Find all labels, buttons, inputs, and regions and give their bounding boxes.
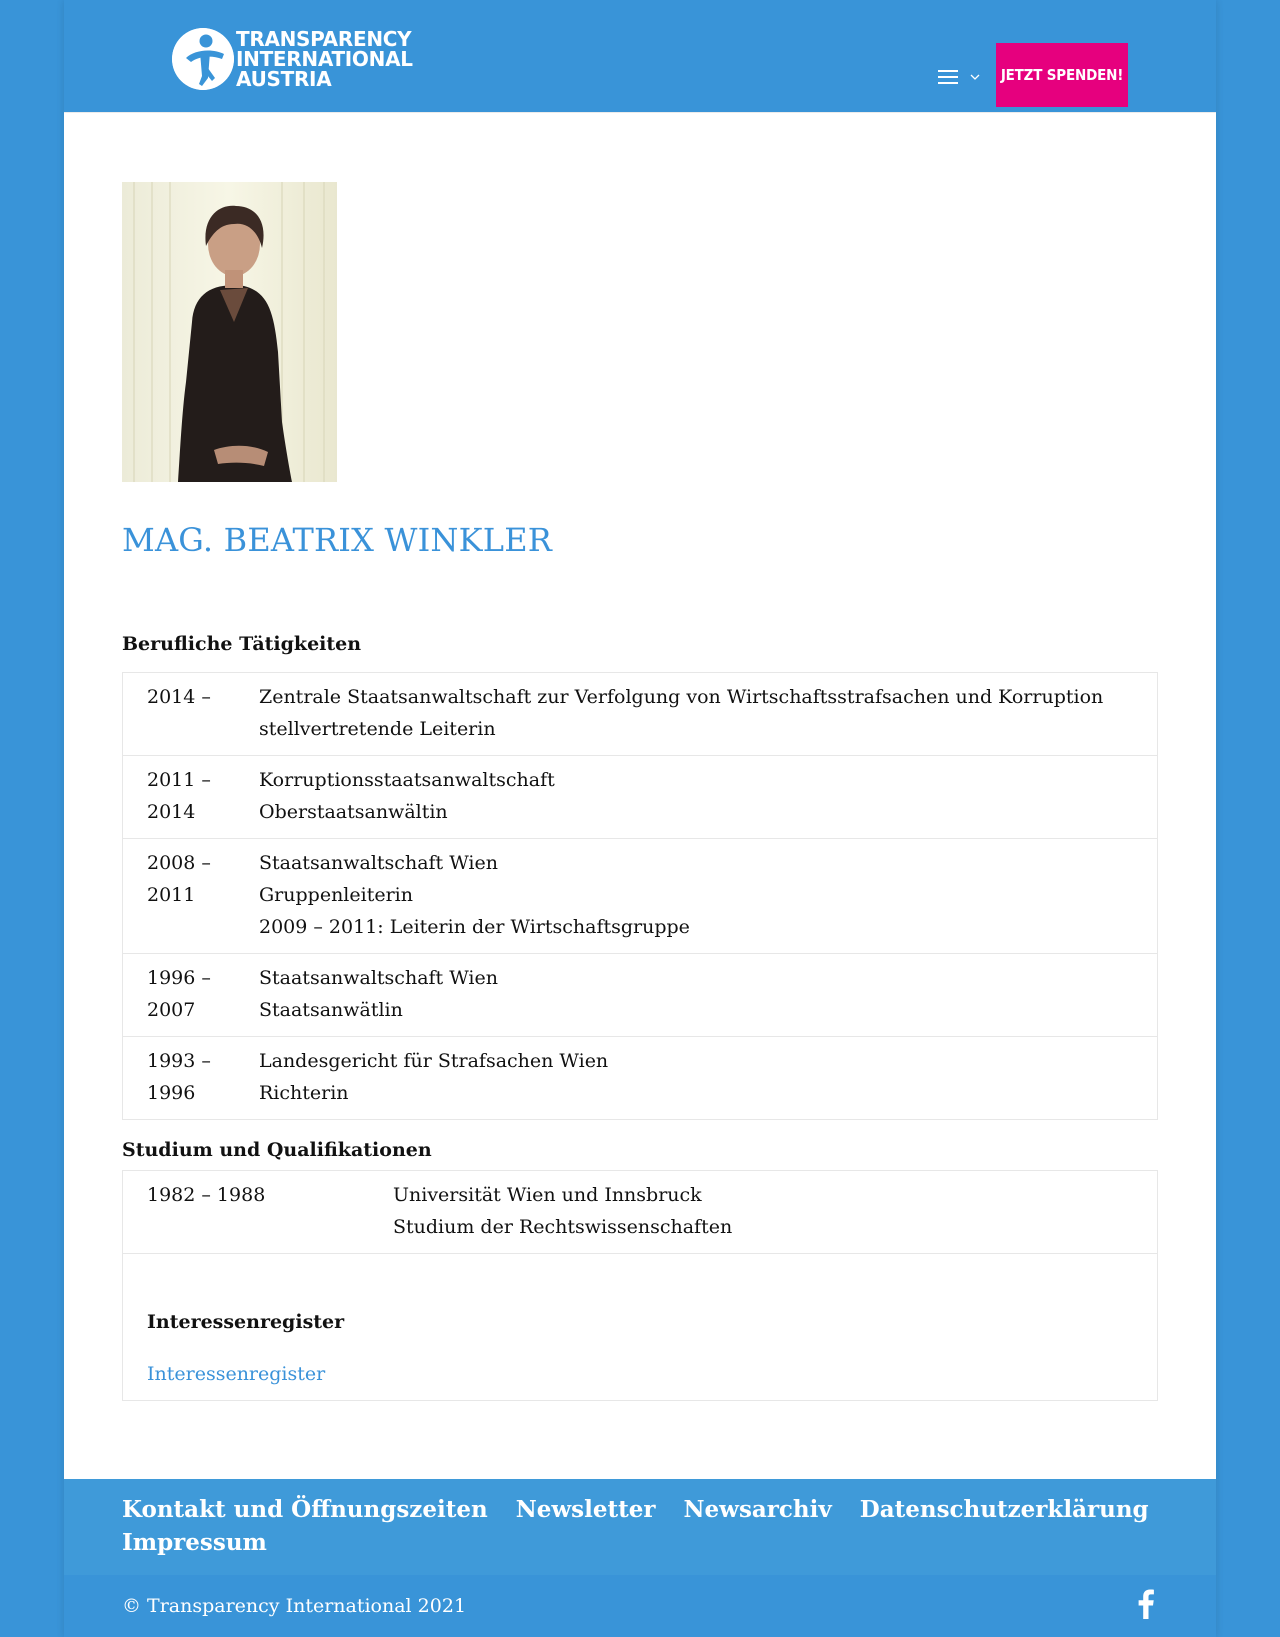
year-text: 2011 xyxy=(147,884,196,906)
career-table xyxy=(122,672,1158,1120)
table-row xyxy=(123,673,1157,755)
table-row xyxy=(123,838,1157,953)
footer-nav-bar xyxy=(64,1479,1216,1575)
footer-link-newsletter[interactable]: Newsletter xyxy=(515,1496,656,1523)
row-description xyxy=(259,764,555,828)
education-table xyxy=(122,1170,1158,1401)
description-line: stellvertretende Leiterin xyxy=(259,718,496,740)
row-description xyxy=(259,847,690,943)
menu-toggle[interactable] xyxy=(938,60,998,94)
footer-link-privacy[interactable]: Datenschutzerklärung xyxy=(859,1496,1149,1523)
description-line: Richterin xyxy=(259,1082,349,1104)
site-header xyxy=(64,0,1216,112)
description-line: Gruppenleiterin xyxy=(259,884,413,906)
description-line: Studium der Rechtswissenschaften xyxy=(393,1216,733,1238)
logo-line: INTERNATIONAL xyxy=(236,47,413,71)
description-line: Korruptionsstaatsanwaltschaft xyxy=(259,769,555,791)
page xyxy=(64,0,1216,1637)
footer-link-newsarchive[interactable]: Newsarchiv xyxy=(683,1496,832,1523)
table-row xyxy=(123,1036,1157,1119)
year-text: 2011 – xyxy=(147,769,211,791)
chevron-down-icon xyxy=(970,73,980,81)
table-row xyxy=(123,953,1157,1036)
row-years xyxy=(147,847,259,943)
logo-text xyxy=(236,29,413,89)
description-line: Landesgericht für Strafsachen Wien xyxy=(259,1050,609,1072)
year-text: 2014 xyxy=(147,801,196,823)
table-row xyxy=(123,755,1157,838)
footer-bottom xyxy=(64,1575,1216,1637)
education-section-title: Studium und Qualifikationen xyxy=(122,1139,432,1161)
row-description xyxy=(259,962,498,1026)
footer-nav xyxy=(122,1493,1162,1559)
table-row xyxy=(123,1171,1157,1253)
row-years xyxy=(147,1045,259,1109)
main-content xyxy=(122,182,1158,1401)
person-name: MAG. BEATRIX WINKLER xyxy=(122,521,553,559)
footer-link-imprint[interactable]: Impressum xyxy=(122,1529,267,1556)
description-line: Oberstaatsanwältin xyxy=(259,801,448,823)
copyright-text: © Transparency International 2021 xyxy=(122,1595,467,1617)
year-text: 1993 – xyxy=(147,1050,211,1072)
year-text: 1996 xyxy=(147,1082,196,1104)
row-years xyxy=(147,962,259,1026)
interest-register-row xyxy=(123,1253,1157,1400)
row-description xyxy=(259,681,1103,745)
row-years xyxy=(147,681,259,745)
year-text: 2008 – xyxy=(147,852,211,874)
year-text: 1982 – 1988 xyxy=(147,1184,266,1206)
footer-link-contact[interactable]: Kontakt und Öffnungszeiten xyxy=(122,1496,488,1523)
career-section-title: Berufliche Tätigkeiten xyxy=(122,633,362,655)
interest-register-link[interactable]: Interessenregister xyxy=(147,1363,326,1385)
description-line: Staatsanwaltschaft Wien xyxy=(259,967,498,989)
logo-mark-icon xyxy=(172,28,234,90)
description-line: 2009 – 2011: Leiterin der Wirtschaftsgruppe xyxy=(259,916,690,938)
year-text: 1996 – xyxy=(147,967,211,989)
logo-line: TRANSPARENCY xyxy=(236,27,412,51)
year-text: 2014 – xyxy=(147,686,211,708)
interest-register-heading: Interessenregister xyxy=(147,1311,345,1333)
year-text: 2007 xyxy=(147,999,196,1021)
description-line: Staatsanwätlin xyxy=(259,999,403,1021)
description-line: Staatsanwaltschaft Wien xyxy=(259,852,498,874)
row-years xyxy=(147,1179,393,1243)
logo-line: AUSTRIA xyxy=(236,67,332,91)
site-logo[interactable] xyxy=(172,26,432,92)
hamburger-icon xyxy=(938,69,958,85)
row-description xyxy=(393,1179,732,1243)
portrait-image xyxy=(122,182,337,482)
row-years xyxy=(147,764,259,828)
row-description xyxy=(259,1045,608,1109)
facebook-icon[interactable] xyxy=(1134,1589,1158,1619)
donate-button[interactable]: JETZT SPENDEN! xyxy=(996,43,1128,107)
description-line: Universität Wien und Innsbruck xyxy=(393,1184,702,1206)
description-line: Zentrale Staatsanwaltschaft zur Verfolgung von Wirtschaftsstrafsachen und Korruption xyxy=(259,686,1104,708)
